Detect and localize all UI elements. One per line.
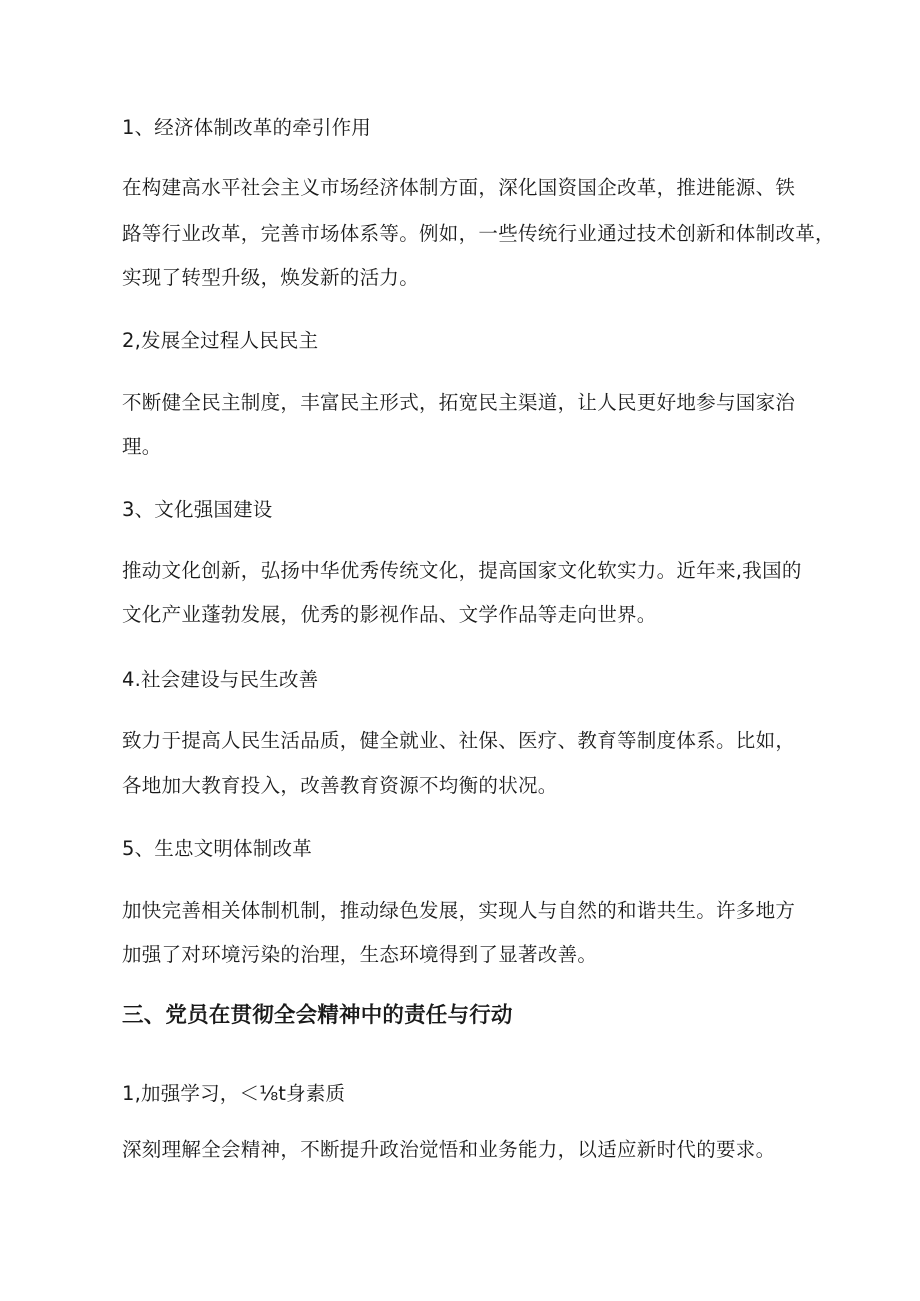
item-2-line-2: 理。 [122, 435, 162, 458]
item-5-line-2: 加强了对环境污染的治理，生态环境得到了显著改善。 [122, 943, 598, 966]
item-4-line-1: 致力于提高人民生活品质，健全就业、社保、医疗、教育等制度体系。比如， [122, 729, 796, 752]
item-5-heading: 5、生忠文明体制改革 [122, 837, 312, 860]
item-3-heading: 3、文化强国建设 [122, 498, 273, 521]
sub-item-line-1: 深刻理解全会精神，不断提升政治觉悟和业务能力，以适应新时代的要求。 [122, 1138, 776, 1161]
item-1-heading: 1、经济体制改革的牵引作用 [122, 116, 372, 139]
item-2-line-1: 不断健全民主制度，丰富民主形式，拓宽民主渠道，让人民更好地参与国家治 [122, 391, 796, 414]
item-1-line-3: 实现了转型升级，焕发新的活力。 [122, 266, 420, 289]
item-3-line-1: 推动文化创新，弘扬中华优秀传统文化，提高国家文化软实力。近年来,我国的 [122, 559, 802, 582]
item-1-line-2: 路等行业改革，完善市场体系等。例如，一些传统行业通过技术创新和体制改革， [122, 222, 835, 245]
item-5-line-1: 加快完善相关体制机制，推动绿色发展，实现人与自然的和谐共生。许多地方 [122, 899, 796, 922]
sub-item-heading: 1,加强学习，＜⅛t身素质 [122, 1082, 346, 1105]
item-2-heading: 2,发展全过程人民民主 [122, 329, 319, 352]
section-title: 三、党员在贯彻全会精神中的责任与行动 [122, 1003, 513, 1028]
item-1-line-1: 在构建高水平社会主义市场经济体制方面，深化国资国企改革，推进能源、铁 [122, 176, 796, 199]
item-3-line-2: 文化产业蓬勃发展，优秀的影视作品、文学作品等走向世界。 [122, 603, 657, 626]
item-4-line-2: 各地加大教育投入，改善教育资源不均衡的状况。 [122, 774, 558, 797]
item-4-heading: 4.社会建设与民生改善 [122, 668, 319, 691]
